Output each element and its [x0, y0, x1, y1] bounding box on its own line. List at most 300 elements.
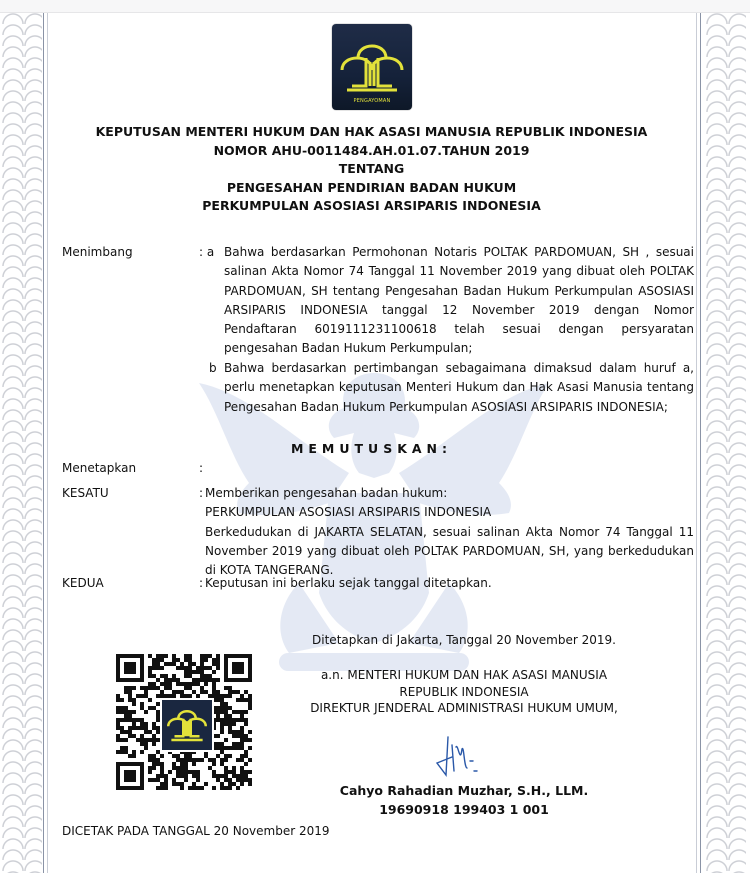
qr-module	[204, 674, 208, 678]
qr-module	[224, 702, 228, 706]
qr-module	[228, 722, 232, 726]
qr-module	[192, 662, 196, 666]
qr-module	[200, 658, 204, 662]
qr-module	[244, 718, 248, 722]
qr-module	[132, 718, 136, 722]
qr-module	[180, 774, 184, 778]
heading-subject: PENGESAHAN PENDIRIAN BADAN HUKUM	[226, 179, 517, 195]
qr-module	[128, 718, 132, 722]
qr-module	[140, 706, 144, 710]
menimbang-item-a: Bahwa berdasarkan Permohonan Notaris POLTAK PARDOMUAN, SH , sesuai salinan Akta Nomor 74 Tanggal 11 November 2019 yang dibuat oleh POLTAK PARDOMUAN, SH tentang Pengesahan Badan Hukum Perkumpulan ASOSIASI ARSIPARIS INDONESIA tanggal 12 November 2019 dengan Nomor Pendaftaran 6019111231100618 telah sesuai dengan persyaratan pengesahan Badan Hukum Perkumpulan;	[224, 245, 694, 356]
qr-module	[184, 758, 188, 762]
qr-module	[188, 658, 192, 662]
qr-module	[164, 786, 168, 790]
qr-module	[156, 774, 160, 778]
qr-module	[148, 706, 152, 710]
qr-module	[240, 770, 244, 774]
qr-module	[184, 770, 188, 774]
qr-module	[132, 686, 136, 690]
qr-module	[148, 686, 152, 690]
qr-module	[244, 690, 248, 694]
qr-module	[136, 738, 140, 742]
qr-module	[132, 702, 136, 706]
qr-module	[156, 758, 160, 762]
qr-module	[120, 730, 124, 734]
qr-module	[180, 770, 184, 774]
on-behalf-line-3: DIREKTUR JENDERAL ADMINISTRASI HUKUM UMUM,	[310, 701, 618, 715]
qr-module	[232, 718, 236, 722]
qr-module	[228, 730, 232, 734]
qr-module	[148, 682, 152, 686]
qr-module	[204, 690, 208, 694]
qr-module	[156, 658, 160, 662]
qr-module	[208, 766, 212, 770]
qr-module	[152, 662, 156, 666]
qr-module	[196, 774, 200, 778]
qr-module	[232, 742, 236, 746]
kedua-row	[62, 574, 694, 594]
qr-module	[200, 758, 204, 762]
qr-module	[228, 690, 232, 694]
qr-module	[160, 782, 164, 786]
qr-module	[232, 746, 236, 750]
qr-module	[144, 746, 148, 750]
qr-module	[240, 698, 244, 702]
qr-module	[140, 734, 144, 738]
qr-module	[240, 774, 244, 778]
qr-module	[172, 782, 176, 786]
qr-module	[152, 682, 156, 686]
qr-module	[116, 734, 120, 738]
qr-module	[224, 694, 228, 698]
qr-module	[128, 686, 132, 690]
qr-module	[124, 750, 128, 754]
kemenkumham-logo	[332, 24, 412, 110]
qr-module	[192, 758, 196, 762]
qr-module	[224, 686, 228, 690]
qr-module	[240, 734, 244, 738]
qr-module	[244, 698, 248, 702]
qr-module	[240, 714, 244, 718]
qr-module	[216, 754, 220, 758]
qr-module	[168, 682, 172, 686]
qr-module	[176, 766, 180, 770]
qr-module	[220, 710, 224, 714]
qr-module	[204, 678, 208, 682]
qr-module	[248, 694, 252, 698]
qr-module	[132, 698, 136, 702]
qr-module	[160, 674, 164, 678]
qr-module	[224, 758, 228, 762]
qr-module	[188, 674, 192, 678]
qr-module	[176, 666, 180, 670]
qr-module	[188, 754, 192, 758]
qr-module	[224, 754, 228, 758]
qr-module	[172, 754, 176, 758]
qr-module	[236, 718, 240, 722]
printed-date: DICETAK PADA TANGGAL 20 November 2019	[62, 824, 330, 838]
qr-module	[124, 714, 128, 718]
qr-module	[228, 694, 232, 698]
qr-module	[220, 698, 224, 702]
kesatu-domicile: Berkedudukan di JAKARTA SELATAN, sesuai salinan Akta Nomor 74 Tanggal 11 November 2019 yang dibuat oleh POLTAK PARDOMUAN, SH, yang berkedudukan di KOTA TANGERANG.	[205, 524, 694, 578]
verification-qr-code[interactable]	[116, 654, 252, 790]
signer-nip: 19690918 199403 1 001	[379, 802, 549, 817]
qr-finder-pattern	[124, 662, 136, 674]
qr-module	[128, 690, 132, 694]
qr-module	[120, 726, 124, 730]
qr-module	[132, 750, 136, 754]
qr-module	[240, 730, 244, 734]
qr-module	[204, 754, 208, 758]
qr-module	[240, 746, 244, 750]
right-border-line-outer	[700, 13, 701, 873]
qr-module	[220, 730, 224, 734]
qr-module	[176, 782, 180, 786]
qr-module	[220, 718, 224, 722]
qr-module	[156, 678, 160, 682]
qr-module	[180, 762, 184, 766]
qr-module	[240, 742, 244, 746]
qr-module	[228, 754, 232, 758]
qr-module	[144, 694, 148, 698]
qr-module	[116, 750, 120, 754]
qr-module	[180, 666, 184, 670]
qr-module	[172, 678, 176, 682]
qr-module	[116, 718, 120, 722]
qr-module	[144, 710, 148, 714]
qr-module	[236, 746, 240, 750]
left-border-line-inner	[47, 13, 48, 873]
qr-module	[228, 746, 232, 750]
qr-module	[184, 766, 188, 770]
qr-module	[120, 746, 124, 750]
qr-module	[160, 666, 164, 670]
qr-module	[224, 738, 228, 742]
qr-module	[144, 722, 148, 726]
qr-finder-pattern	[232, 662, 244, 674]
qr-module	[164, 682, 168, 686]
qr-module	[240, 726, 244, 730]
qr-module	[220, 742, 224, 746]
qr-module	[124, 686, 128, 690]
qr-module	[152, 762, 156, 766]
qr-module	[176, 770, 180, 774]
qr-module	[200, 670, 204, 674]
qr-module	[120, 718, 124, 722]
qr-module	[180, 690, 184, 694]
qr-module	[128, 726, 132, 730]
qr-module	[220, 726, 224, 730]
qr-module	[244, 750, 248, 754]
qr-module	[228, 706, 232, 710]
qr-module	[148, 670, 152, 674]
qr-module	[192, 782, 196, 786]
kesatu-colon: :	[199, 486, 204, 500]
qr-module	[228, 714, 232, 718]
qr-module	[244, 710, 248, 714]
qr-module	[164, 782, 168, 786]
qr-module	[204, 666, 208, 670]
qr-module	[152, 674, 156, 678]
qr-module	[244, 762, 248, 766]
qr-module	[140, 750, 144, 754]
qr-module	[184, 658, 188, 662]
qr-module	[240, 718, 244, 722]
qr-module	[172, 690, 176, 694]
qr-module	[148, 754, 152, 758]
qr-module	[152, 666, 156, 670]
logo-caption: PENGAYOMAN	[353, 98, 391, 104]
qr-module	[236, 778, 240, 782]
qr-module	[232, 710, 236, 714]
qr-module	[124, 690, 128, 694]
qr-module	[184, 774, 188, 778]
viewer-top-bar	[0, 0, 750, 13]
qr-module	[148, 778, 152, 782]
qr-module	[200, 786, 204, 790]
qr-module	[160, 690, 164, 694]
qr-module	[196, 670, 200, 674]
qr-module	[212, 774, 216, 778]
qr-module	[196, 666, 200, 670]
qr-module	[248, 778, 252, 782]
qr-module	[128, 694, 132, 698]
qr-module	[216, 774, 220, 778]
qr-module	[172, 654, 176, 658]
qr-module	[212, 678, 216, 682]
qr-module	[164, 654, 168, 658]
qr-module	[184, 654, 188, 658]
qr-module	[188, 670, 192, 674]
qr-module	[116, 698, 120, 702]
qr-module	[188, 686, 192, 690]
qr-module	[184, 686, 188, 690]
qr-module	[120, 738, 124, 742]
qr-module	[208, 678, 212, 682]
qr-module	[244, 722, 248, 726]
qr-module	[228, 778, 232, 782]
qr-module	[228, 786, 232, 790]
kesatu-organization: PERKUMPULAN ASOSIASI ARSIPARIS INDONESIA	[205, 505, 492, 520]
qr-module	[200, 666, 204, 670]
qr-module	[140, 722, 144, 726]
qr-module	[244, 778, 248, 782]
qr-module	[212, 770, 216, 774]
qr-module	[192, 774, 196, 778]
qr-module	[172, 662, 176, 666]
qr-module	[204, 782, 208, 786]
qr-module	[152, 778, 156, 782]
qr-module	[120, 698, 124, 702]
qr-module	[156, 778, 160, 782]
qr-module	[236, 730, 240, 734]
qr-finder-pattern	[124, 770, 136, 782]
qr-module	[148, 758, 152, 762]
qr-module	[124, 710, 128, 714]
qr-module	[176, 682, 180, 686]
qr-module	[140, 686, 144, 690]
qr-module	[120, 710, 124, 714]
qr-module	[124, 706, 128, 710]
qr-module	[140, 694, 144, 698]
qr-module	[244, 738, 248, 742]
qr-module	[236, 774, 240, 778]
qr-module	[224, 766, 228, 770]
qr-module	[140, 738, 144, 742]
qr-module	[196, 786, 200, 790]
qr-module	[160, 766, 164, 770]
qr-module	[148, 730, 152, 734]
qr-module	[224, 718, 228, 722]
qr-module	[120, 750, 124, 754]
qr-module	[212, 662, 216, 666]
qr-module	[220, 694, 224, 698]
qr-module	[212, 682, 216, 686]
qr-module	[220, 786, 224, 790]
qr-module	[140, 718, 144, 722]
menimbang-item-b: Bahwa berdasarkan pertimbangan sebagaimana dimaksud dalam huruf a, perlu menetapkan keputusan Menteri Hukum dan Hak Asasi Manusia tentang Pengesahan Badan Hukum Perkumpulan ASOSIASI ARSIPARIS INDONESIA;	[224, 361, 694, 414]
qr-module	[164, 674, 168, 678]
qr-module	[228, 686, 232, 690]
qr-module	[216, 666, 220, 670]
qr-module	[128, 754, 132, 758]
menimbang-label: Menimbang	[62, 245, 133, 259]
qr-module	[176, 758, 180, 762]
qr-module	[212, 686, 216, 690]
memutuskan-heading: MEMUTUSKAN:	[290, 441, 453, 456]
qr-module	[188, 770, 192, 774]
qr-module	[156, 666, 160, 670]
qr-module	[132, 710, 136, 714]
qr-module	[152, 766, 156, 770]
qr-module	[212, 658, 216, 662]
qr-module	[176, 754, 180, 758]
qr-module	[232, 734, 236, 738]
qr-module	[128, 698, 132, 702]
qr-module	[196, 678, 200, 682]
qr-module	[136, 694, 140, 698]
qr-module	[220, 746, 224, 750]
qr-module	[212, 690, 216, 694]
qr-module	[240, 782, 244, 786]
qr-module	[184, 666, 188, 670]
qr-module	[216, 718, 220, 722]
qr-module	[236, 758, 240, 762]
place-and-date: Ditetapkan di Jakarta, Tanggal 20 November 2019.	[312, 633, 616, 647]
qr-module	[180, 786, 184, 790]
qr-module	[136, 718, 140, 722]
qr-module	[176, 658, 180, 662]
qr-module	[180, 662, 184, 666]
qr-module	[164, 662, 168, 666]
qr-module	[200, 654, 204, 658]
qr-module	[248, 746, 252, 750]
qr-module	[232, 730, 236, 734]
menetapkan-label: Menetapkan	[62, 461, 137, 475]
qr-module	[232, 770, 236, 774]
qr-module	[124, 718, 128, 722]
qr-module	[192, 678, 196, 682]
qr-module	[216, 662, 220, 666]
qr-module	[156, 654, 160, 658]
qr-module	[116, 706, 120, 710]
menimbang-section	[62, 243, 694, 443]
qr-module	[132, 726, 136, 730]
qr-module	[212, 670, 216, 674]
qr-module	[200, 678, 204, 682]
qr-module	[188, 786, 192, 790]
kesatu-label: KESATU	[62, 486, 109, 500]
qr-module	[180, 766, 184, 770]
qr-module	[152, 754, 156, 758]
qr-module	[196, 758, 200, 762]
qr-module	[220, 750, 224, 754]
qr-module	[160, 654, 164, 658]
kedua-text: Keputusan ini berlaku sejak tanggal ditetapkan.	[205, 576, 492, 590]
qr-module	[236, 742, 240, 746]
qr-module	[132, 722, 136, 726]
qr-module	[164, 678, 168, 682]
menetapkan-colon: :	[199, 461, 204, 475]
qr-module	[192, 690, 196, 694]
qr-module	[200, 674, 204, 678]
qr-module	[236, 690, 240, 694]
signer-name: Cahyo Rahadian Muzhar, S.H., LLM.	[339, 783, 589, 798]
on-behalf-block	[279, 667, 649, 717]
qr-module	[244, 754, 248, 758]
qr-module	[216, 690, 220, 694]
qr-module	[236, 734, 240, 738]
qr-module	[248, 782, 252, 786]
qr-module	[192, 682, 196, 686]
handwritten-signature-icon	[434, 735, 494, 785]
qr-module	[116, 726, 120, 730]
qr-module	[128, 710, 132, 714]
qr-module	[176, 678, 180, 682]
qr-module	[116, 722, 120, 726]
qr-module	[188, 666, 192, 670]
qr-module	[200, 662, 204, 666]
kesatu-section	[62, 484, 694, 584]
qr-module	[204, 658, 208, 662]
qr-module	[216, 742, 220, 746]
decree-heading	[49, 123, 694, 216]
qr-module	[188, 682, 192, 686]
qr-module	[152, 742, 156, 746]
qr-module	[196, 770, 200, 774]
qr-module	[168, 678, 172, 682]
qr-module	[160, 762, 164, 766]
qr-module	[168, 686, 172, 690]
qr-module	[208, 674, 212, 678]
qr-module	[176, 690, 180, 694]
pengayoman-tree-icon	[332, 28, 412, 98]
qr-module	[216, 734, 220, 738]
qr-module	[184, 682, 188, 686]
qr-module	[208, 758, 212, 762]
qr-module	[156, 686, 160, 690]
qr-module	[232, 782, 236, 786]
qr-module	[240, 754, 244, 758]
qr-module	[236, 698, 240, 702]
heading-organization: PERKUMPULAN ASOSIASI ARSIPARIS INDONESIA	[202, 198, 541, 213]
qr-module	[204, 682, 208, 686]
qr-module	[180, 758, 184, 762]
on-behalf-line-2: REPUBLIK INDONESIA	[399, 684, 529, 699]
qr-module	[188, 662, 192, 666]
pengayoman-tree-icon	[162, 700, 212, 750]
